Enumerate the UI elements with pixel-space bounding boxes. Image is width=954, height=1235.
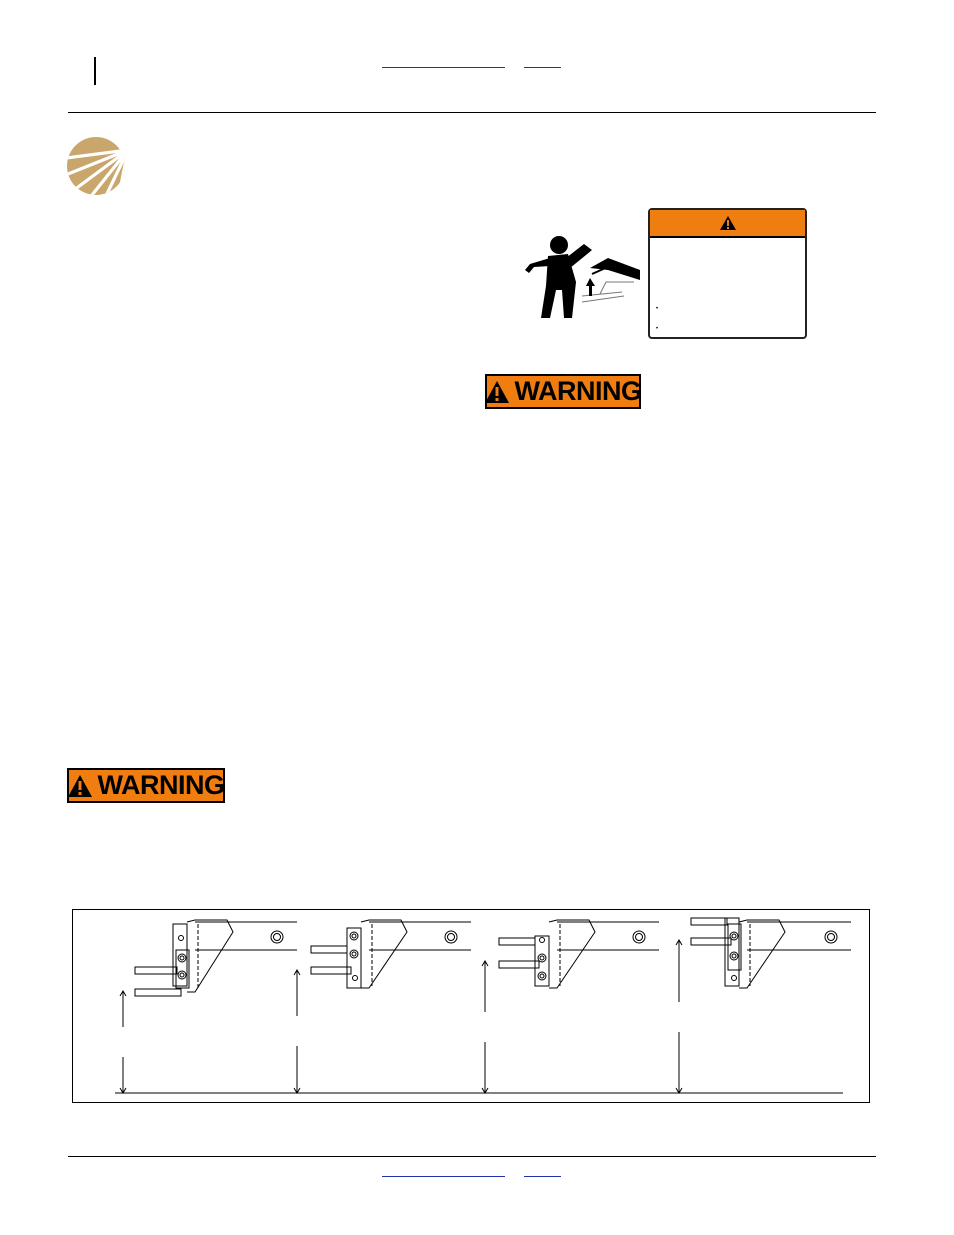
decal-bullet-1: • [656, 306, 659, 312]
warning-text: WARNING [514, 376, 642, 406]
header-margin-bar [94, 57, 96, 85]
footer-link-2[interactable] [524, 1176, 561, 1177]
safety-decal [648, 208, 807, 339]
sunburst-logo-icon [66, 136, 126, 196]
decal-bullet-2: • [656, 326, 659, 332]
bracket-position-3 [482, 920, 659, 1093]
warning-label-right [485, 374, 641, 409]
bracket-positions-figure [73, 910, 869, 1102]
bracket-position-diagram [72, 909, 870, 1103]
hazard-triangle-icon [68, 775, 92, 797]
decal-header [650, 210, 805, 238]
warning-label-left [67, 768, 225, 803]
falling-part-crush-hazard-icon [522, 230, 644, 322]
header-rule [68, 112, 876, 113]
bracket-position-2 [294, 920, 471, 1093]
header-link-2[interactable] [524, 67, 561, 68]
bracket-position-4 [676, 918, 851, 1093]
bracket-position-1 [120, 920, 297, 1093]
hazard-triangle-icon [485, 381, 509, 403]
header-link-1[interactable] [382, 67, 505, 68]
warning-text: WARNING [97, 770, 225, 800]
hazard-triangle-icon [720, 216, 736, 230]
footer-link-1[interactable] [382, 1176, 505, 1177]
footer-rule [68, 1156, 876, 1157]
